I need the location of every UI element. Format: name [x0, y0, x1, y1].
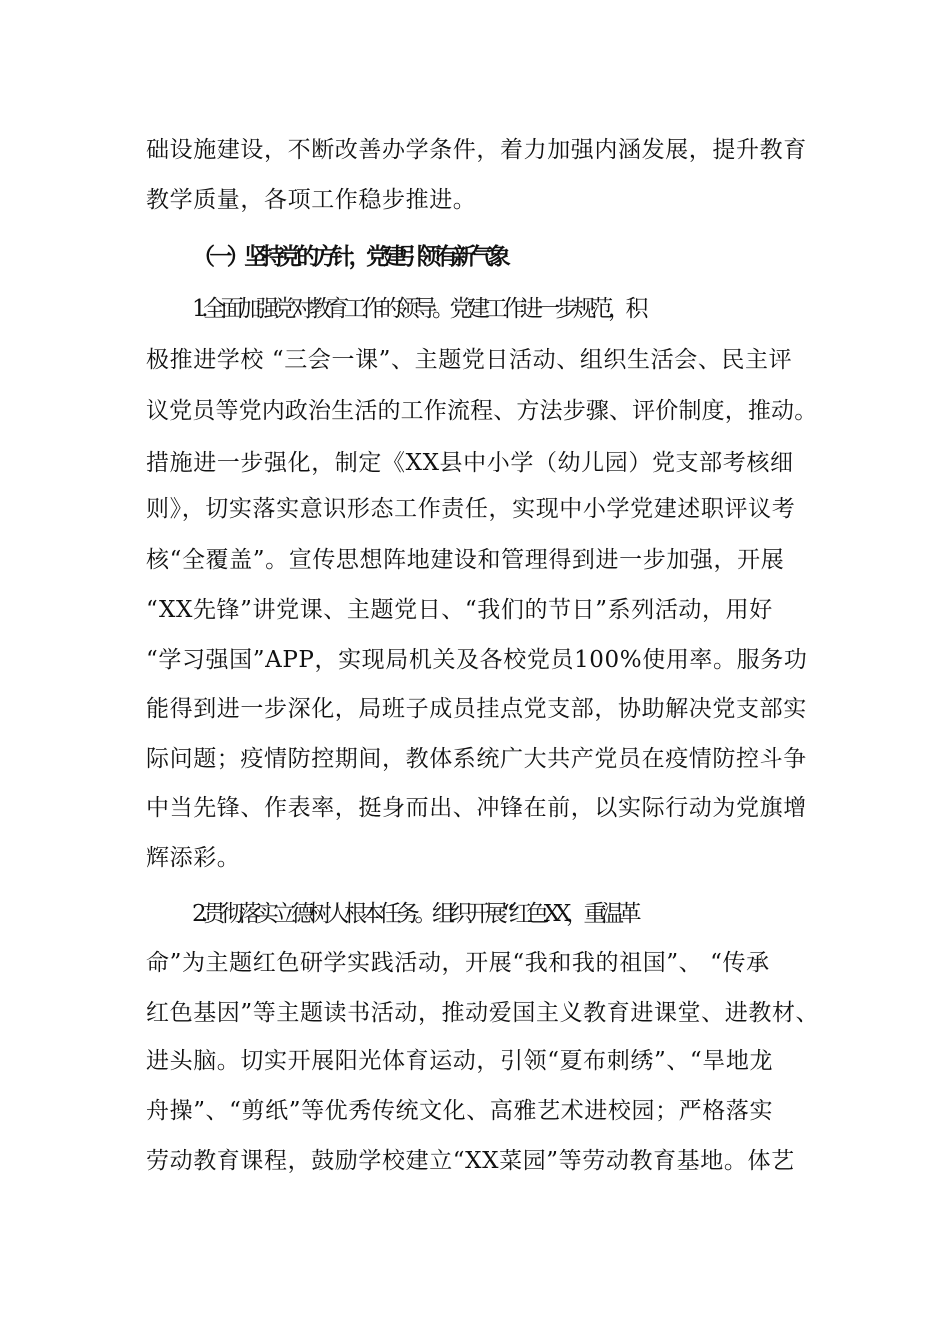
paragraph-line: 2.贯彻落实立德树人根本任务。组织开展“红色XX，重温革 — [192, 901, 637, 927]
paragraph-line: 教学质量，各项工作稳步推进。 — [146, 187, 477, 213]
paragraph-line: 议党员等党内政治生活的工作流程、方法步骤、评价制度，推动。 — [146, 398, 818, 424]
paragraph-line: 则》，切实落实意识形态工作责任，实现中小学党建述职评议考 — [146, 496, 796, 522]
paragraph-line: 红色基因”等主题读书活动，推动爱国主义教育进课堂、进教材、 — [146, 1000, 820, 1026]
paragraph-line: 舟操”、“剪纸”等优秀传统文化、高雅艺术进校园；严格落实 — [146, 1098, 774, 1124]
paragraph-line: “学习强国”APP，实现局机关及各校党员100%使用率。服务功 — [146, 647, 808, 673]
paragraph-line: 础设施建设，不断改善办学条件，着力加强内涵发展，提升教育 — [146, 137, 807, 163]
paragraph-line: 极推进学校 “三会一课”、主题党日活动、组织生活会、民主评 — [146, 347, 793, 373]
paragraph-line: 命”为主题红色研学实践活动，开展“我和我的祖国”、 “传承 — [146, 950, 770, 976]
paragraph-line: 核“全覆盖”。宣传思想阵地建设和管理得到进一步加强，开展 — [146, 547, 785, 573]
paragraph-line: “XX先锋”讲党课、主题党日、“我们的节日”系列活动，用好 — [146, 597, 773, 623]
paragraph-line: 劳动教育课程，鼓励学校建立“XX菜园”等劳动教育基地。体艺 — [146, 1148, 795, 1174]
paragraph-line: 辉添彩。 — [146, 845, 241, 871]
paragraph-line: 际问题；疫情防控期间，教体系统广大共产党员在疫情防控斗争 — [146, 746, 807, 772]
paragraph-line: 1.全面加强党对教育工作的领导。党建工作进一步规范，积 — [192, 296, 644, 322]
paragraph-line: 措施进一步强化，制定《XX县中小学（幼儿园）党支部考核细 — [146, 450, 794, 476]
paragraph-line: 进头脑。切实开展阳光体育运动，引领“夏布刺绣”、“旱地龙 — [146, 1048, 774, 1074]
paragraph-line: 能得到进一步深化，局班子成员挂点党支部，协助解决党支部实 — [146, 696, 807, 722]
section-heading: （一）坚持党的方针，党建引领有新气象 — [192, 244, 506, 270]
paragraph-line: 中当先锋、作表率，挺身而出、冲锋在前，以实际行动为党旗增 — [146, 795, 807, 821]
